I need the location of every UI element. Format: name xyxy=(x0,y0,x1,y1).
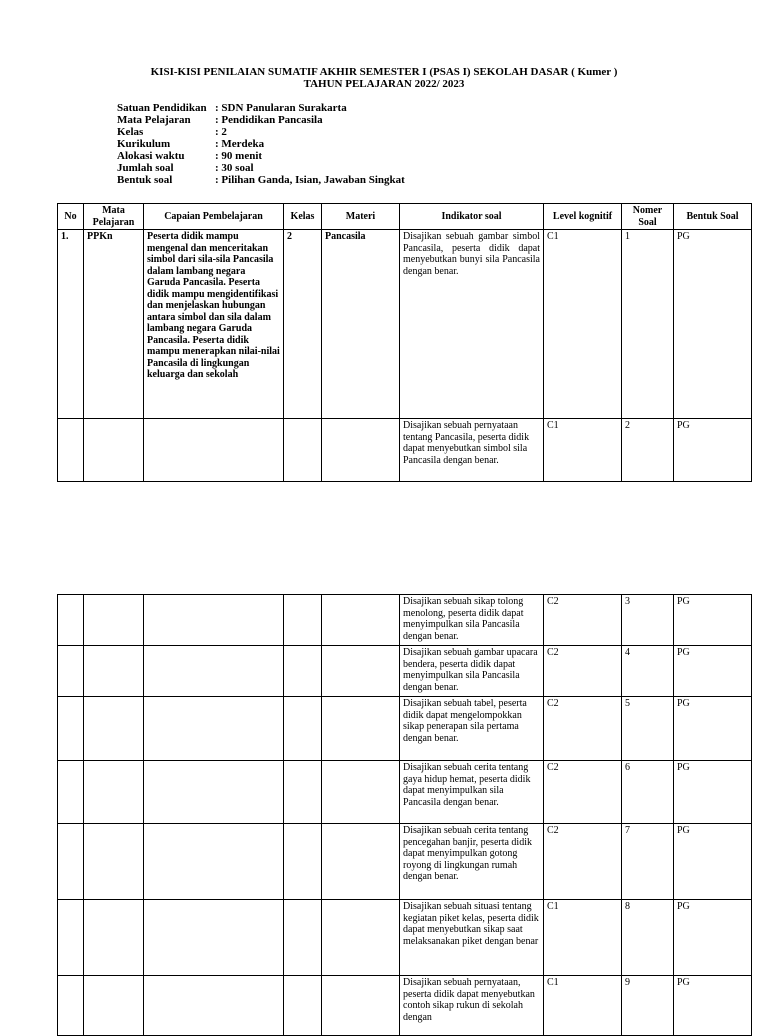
cell-materi: Pancasila xyxy=(322,230,400,419)
cell-empty xyxy=(284,976,322,1036)
cell-indikator: Disajikan sebuah tabel, peserta didik dapat mengelompokkan sikap penerapan sila pertama dengan benar. xyxy=(400,697,544,761)
cell-bentuk: PG xyxy=(674,595,752,646)
cell-empty xyxy=(284,646,322,697)
cell-indikator: Disajikan sebuah gambar upacara bendera, peserta didik dapat menyimpulkan sila Pancasila dengan benar. xyxy=(400,646,544,697)
cell-capaian: Peserta didik mampu mengenal dan menceritakan simbol dari sila-sila Pancasila dalam lambang negara Garuda Pancasila. Peserta didik mampu mengidentifikasi dan menjelaskan hubungan antara simbol dan sila dalam lambang negara Garuda Pancasila. Peserta didik mampu menerapkan nilai-nilai Pancasila di lingkungan keluarga dan sekolah xyxy=(144,230,284,419)
cell-nomor: 9 xyxy=(622,976,674,1036)
info-value: : 30 soal xyxy=(215,162,254,174)
cell-empty xyxy=(144,419,284,482)
cell-nomor: 1 xyxy=(622,230,674,419)
info-row-jumlah xyxy=(117,162,405,174)
cell-empty xyxy=(144,761,284,824)
info-row-bentuk xyxy=(117,174,405,186)
cell-empty xyxy=(84,419,144,482)
cell-nomor: 2 xyxy=(622,419,674,482)
cell-bentuk: PG xyxy=(674,824,752,900)
cell-empty xyxy=(84,900,144,976)
header-no: No xyxy=(58,204,84,230)
info-row-mapel xyxy=(117,114,405,126)
cell-empty xyxy=(144,976,284,1036)
cell-empty xyxy=(144,646,284,697)
table-row xyxy=(58,230,752,419)
cell-empty xyxy=(322,697,400,761)
cell-empty xyxy=(144,900,284,976)
header-mata-pelajaran: Mata Pelajaran xyxy=(84,204,144,230)
cell-empty xyxy=(284,595,322,646)
cell-indikator: Disajikan sebuah sikap tolong menolong, peserta didik dapat menyimpulkan sila Pancasila dengan benar. xyxy=(400,595,544,646)
info-label: Bentuk soal xyxy=(117,174,173,186)
table-row xyxy=(58,697,752,761)
cell-empty xyxy=(322,595,400,646)
cell-bentuk: PG xyxy=(674,761,752,824)
cell-nomor: 8 xyxy=(622,900,674,976)
cell-empty xyxy=(84,976,144,1036)
info-label: Kurikulum xyxy=(117,138,171,150)
cell-indikator: Disajikan sebuah cerita tentang pencegahan banjir, peserta didik dapat menyimpulkan gotong royong di lingkungan rumah dengan benar. xyxy=(400,824,544,900)
table-row xyxy=(58,900,752,976)
table-row xyxy=(58,976,752,1036)
cell-bentuk: PG xyxy=(674,646,752,697)
cell-empty xyxy=(144,697,284,761)
cell-empty xyxy=(144,824,284,900)
cell-indikator: Disajikan sebuah pernyataan, peserta didik dapat menyebutkan contoh sikap rukun di sekolah dengan xyxy=(400,976,544,1036)
cell-empty xyxy=(322,419,400,482)
cell-level: C2 xyxy=(544,761,622,824)
header-kelas: Kelas xyxy=(284,204,322,230)
info-value: : 2 xyxy=(215,126,227,138)
cell-empty xyxy=(284,697,322,761)
cell-level: C2 xyxy=(544,646,622,697)
document-title: KISI-KISI PENILAIAN SUMATIF AKHIR SEMESTER I (PSAS I) SEKOLAH DASAR ( Kumer ) xyxy=(150,66,618,78)
cell-bentuk: PG xyxy=(674,976,752,1036)
cell-level: C1 xyxy=(544,419,622,482)
table-row xyxy=(58,824,752,900)
cell-indikator: Disajikan sebuah pernyataan tentang Pancasila, peserta didik dapat menyebutkan simbol sila Pancasila dengan benar. xyxy=(400,419,544,482)
cell-empty xyxy=(322,900,400,976)
info-value: : 90 menit xyxy=(215,150,263,162)
cell-nomor: 6 xyxy=(622,761,674,824)
header-materi: Materi xyxy=(322,204,400,230)
cell-empty xyxy=(322,761,400,824)
info-row-alokasi xyxy=(117,150,405,162)
cell-indikator: Disajikan sebuah situasi tentang kegiatan piket kelas, peserta didik dapat menyebutkan sikap saat melaksanakan piket dengan benar xyxy=(400,900,544,976)
info-label: Satuan Pendidikan xyxy=(117,102,207,114)
cell-empty xyxy=(144,595,284,646)
document-subtitle: TAHUN PELAJARAN 2022/ 2023 xyxy=(303,78,465,90)
cell-empty xyxy=(284,824,322,900)
cell-empty xyxy=(284,761,322,824)
info-value: : Merdeka xyxy=(215,138,265,150)
info-row-satuan xyxy=(117,102,405,114)
info-label: Kelas xyxy=(117,126,144,138)
header-indikator: Indikator soal xyxy=(400,204,544,230)
cell-bentuk: PG xyxy=(674,697,752,761)
cell-bentuk: PG xyxy=(674,230,752,419)
cell-nomor: 5 xyxy=(622,697,674,761)
cell-empty xyxy=(84,824,144,900)
cell-empty xyxy=(58,419,84,482)
cell-empty xyxy=(84,761,144,824)
header-bentuk: Bentuk Soal xyxy=(674,204,752,230)
cell-empty xyxy=(58,761,84,824)
header-nomor: Nomer Soal xyxy=(622,204,674,230)
kisi-kisi-table-continued xyxy=(57,594,752,1036)
header-capaian: Capaian Pembelajaran xyxy=(144,204,284,230)
cell-nomor: 4 xyxy=(622,646,674,697)
cell-empty xyxy=(58,697,84,761)
cell-empty xyxy=(58,595,84,646)
cell-empty xyxy=(58,646,84,697)
table-row xyxy=(58,595,752,646)
cell-level: C1 xyxy=(544,230,622,419)
cell-empty xyxy=(322,824,400,900)
table-row xyxy=(58,646,752,697)
cell-no: 1. xyxy=(58,230,84,419)
header-level: Level kognitif xyxy=(544,204,622,230)
cell-indikator: Disajikan sebuah cerita tentang gaya hidup hemat, peserta didik dapat menyimpulkan sila Pancasila dengan benar. xyxy=(400,761,544,824)
cell-empty xyxy=(284,419,322,482)
info-label: Alokasi waktu xyxy=(117,150,185,162)
cell-level: C2 xyxy=(544,697,622,761)
cell-bentuk: PG xyxy=(674,419,752,482)
table-header-row xyxy=(58,204,752,230)
cell-empty xyxy=(322,976,400,1036)
cell-empty xyxy=(84,646,144,697)
cell-kelas: 2 xyxy=(284,230,322,419)
cell-empty xyxy=(84,595,144,646)
cell-empty xyxy=(84,697,144,761)
table-row xyxy=(58,761,752,824)
cell-level: C2 xyxy=(544,824,622,900)
info-row-kelas xyxy=(117,126,405,138)
cell-level: C1 xyxy=(544,900,622,976)
info-label: Jumlah soal xyxy=(117,162,174,174)
cell-indikator: Disajikan sebuah gambar simbol Pancasila, peserta didik dapat menyebutkan bunyi sila Pancasila dengan benar. xyxy=(400,230,544,419)
info-row-kurikulum xyxy=(117,138,405,150)
cell-empty xyxy=(284,900,322,976)
info-label: Mata Pelajaran xyxy=(117,114,191,126)
info-value: : SDN Panularan Surakarta xyxy=(215,102,347,114)
document-info xyxy=(117,102,405,186)
kisi-kisi-table xyxy=(57,203,752,482)
cell-nomor: 3 xyxy=(622,595,674,646)
cell-bentuk: PG xyxy=(674,900,752,976)
cell-nomor: 7 xyxy=(622,824,674,900)
info-value: : Pendidikan Pancasila xyxy=(215,114,323,126)
cell-mata-pelajaran: PPKn xyxy=(84,230,144,419)
cell-empty xyxy=(58,900,84,976)
info-value: : Pilihan Ganda, Isian, Jawaban Singkat xyxy=(215,174,405,186)
cell-empty xyxy=(322,646,400,697)
cell-empty xyxy=(58,976,84,1036)
table-row xyxy=(58,419,752,482)
cell-level: C1 xyxy=(544,976,622,1036)
cell-level: C2 xyxy=(544,595,622,646)
cell-empty xyxy=(58,824,84,900)
